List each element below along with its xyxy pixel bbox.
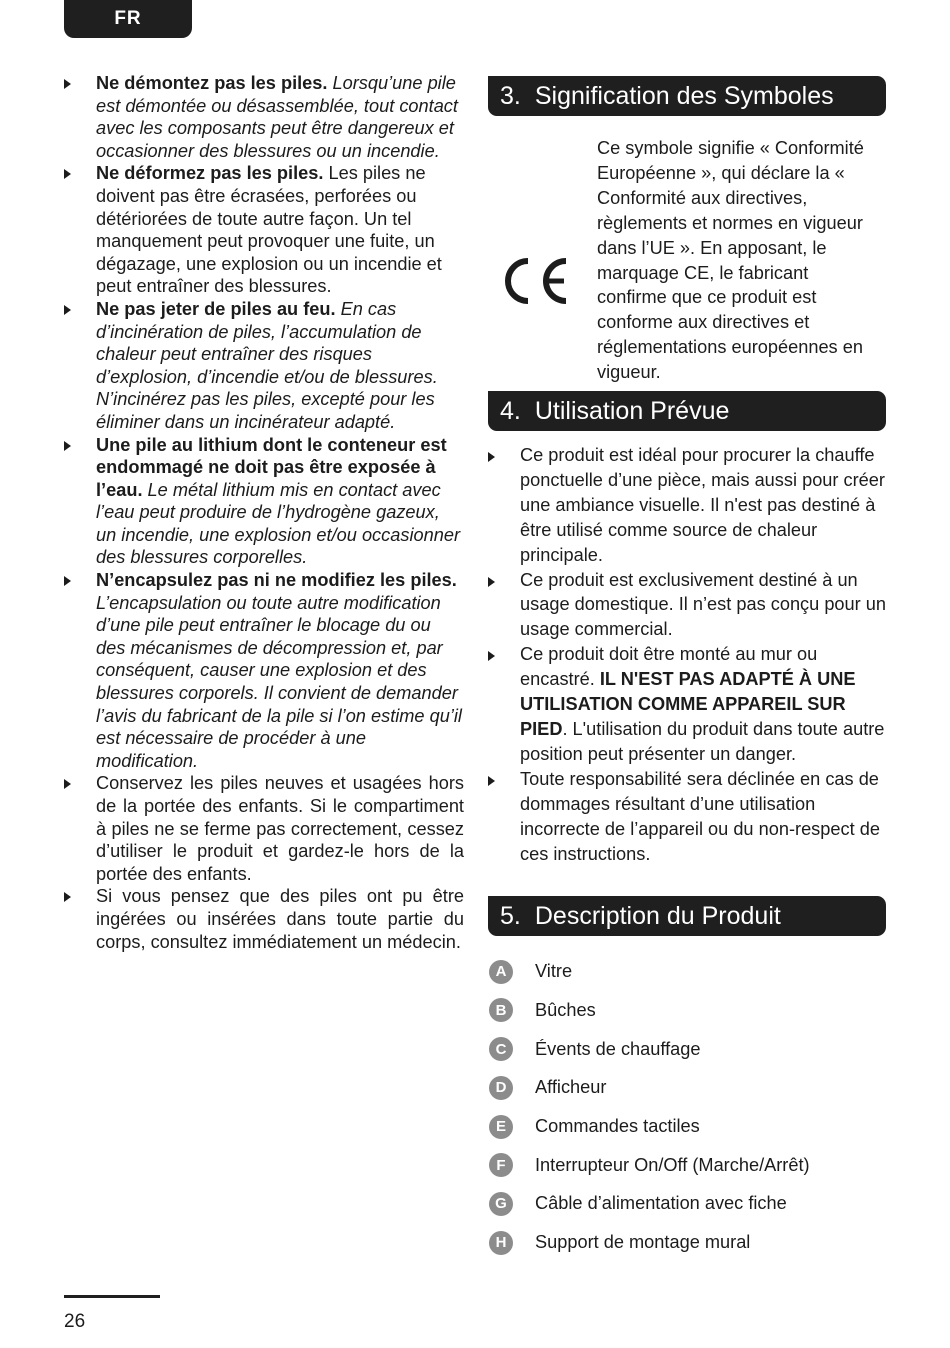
section-4-number: 4. bbox=[500, 396, 521, 425]
item-text: Si vous pensez que des piles ont pu être ingérées ou insérées dans toute partie du corps, consultez immédiatement un médecin. bbox=[96, 886, 464, 952]
bullet-icon bbox=[64, 169, 71, 179]
part-letter-badge: E bbox=[489, 1115, 513, 1139]
item-text: Toute responsabilité sera déclinée en cas de dommages résultant d’une utilisation incorrecte de l’appareil ou du non-respect de ces instructions. bbox=[520, 768, 880, 864]
section-3-header bbox=[488, 76, 886, 116]
language-label: FR bbox=[114, 8, 142, 29]
item-text: Ce produit est exclusivement destiné à un usage domestique. Il n’est pas conçu pour un usage commercial. bbox=[520, 569, 887, 640]
list-item bbox=[64, 72, 464, 162]
bullet-icon bbox=[64, 441, 71, 451]
part-row bbox=[488, 1185, 886, 1224]
safety-list bbox=[64, 72, 464, 953]
bullet-icon bbox=[64, 779, 71, 789]
list-item bbox=[64, 885, 464, 953]
part-letter-badge: G bbox=[489, 1192, 513, 1216]
list-item bbox=[64, 772, 464, 885]
section-5-header bbox=[488, 896, 886, 936]
intended-use-list bbox=[488, 443, 886, 866]
item-text: Conservez les piles neuves et usagées hors de la portée des enfants. Si le compartiment à piles ne se ferme pas correctement, cessez d’utiliser le produit et gardez-le hors de la portée des enfants. bbox=[96, 773, 464, 884]
part-name: Interrupteur On/Off (Marche/Arrêt) bbox=[535, 1154, 810, 1175]
part-name: Vitre bbox=[535, 961, 573, 982]
list-item bbox=[488, 443, 886, 568]
bullet-icon bbox=[488, 651, 495, 661]
part-row bbox=[488, 1030, 886, 1069]
product-parts-list bbox=[488, 952, 886, 1262]
item-lead: N’encapsulez pas ni ne modifiez les piles. bbox=[96, 570, 457, 591]
list-item bbox=[64, 298, 464, 434]
item-text: En cas d’incinération de piles, l’accumulation de chaleur peut entraîner des risques d’explosion, d’incendie et/ou de blessures. N’incinérez pas les piles, excepté pour les éliminer dans un incinérateur adapté. bbox=[96, 298, 438, 432]
item-text: Ce produit est idéal pour procurer la chauffe ponctuelle d’une pièce, mais aussi pour créer une ambiance visuelle. Il n'est pas destiné à être utilisé comme source de chaleur principale. bbox=[520, 445, 885, 565]
part-row bbox=[488, 952, 886, 991]
part-row bbox=[488, 1068, 886, 1107]
item-lead: Ne déformez pas les piles. bbox=[96, 163, 324, 184]
language-tab bbox=[64, 0, 192, 38]
item-text: Les piles ne doivent pas être écrasées, perforées ou détériorées de toute autre façon. Un tel manquement peut provoquer une fuite, un dégazage, une explosion ou un incendie et peut entraîner des blessures. bbox=[96, 163, 442, 297]
section-3-number: 3. bbox=[500, 81, 521, 110]
item-text-end: . L'utilisation du produit dans toute autre position peut présenter un danger. bbox=[520, 718, 885, 764]
item-lead: Ne démontez pas les piles. bbox=[96, 73, 328, 93]
part-row bbox=[488, 1146, 886, 1185]
item-text: L’encapsulation ou toute autre modification d’une pile peut entraîner le blocage du ou des mécanismes de décompression et, par conséquent, causer une explosion et des blessures corporels. Il convient de demander l’avis du fabricant de la pile si l’on estime qu’il est nécessaire de procéder à une modification. bbox=[96, 592, 462, 771]
bullet-icon bbox=[64, 892, 71, 902]
item-emphasis: IL N'EST PAS ADAPTÉ À UNE UTILISATION COMME APPAREIL SUR PIED bbox=[520, 669, 856, 739]
part-letter-badge: A bbox=[489, 960, 513, 984]
item-lead: Une pile au lithium dont le conteneur est endommagé ne doit pas être exposée à l’eau. bbox=[96, 434, 447, 500]
part-name: Support de montage mural bbox=[535, 1232, 751, 1253]
part-letter-badge: B bbox=[489, 998, 513, 1022]
part-letter-badge: D bbox=[489, 1076, 513, 1100]
list-item bbox=[64, 569, 464, 772]
section-3-title: Signification des Symboles bbox=[534, 81, 834, 110]
bullet-icon bbox=[64, 576, 71, 586]
ce-description: Ce symbole signifie « Conformité Européenne », qui déclare la « Conformité aux directives, règlements et normes en vigueur dans l’UE ». En apposant, le marquage CE, le fabricant confirme que ce produit est conforme aux directives et réglementations européennes en vigueur. bbox=[597, 138, 864, 383]
list-item bbox=[64, 434, 464, 570]
part-name: Bûches bbox=[535, 999, 596, 1020]
bullet-icon bbox=[488, 452, 495, 462]
section-5-title: Description du Produit bbox=[534, 901, 781, 930]
section-4-title: Utilisation Prévue bbox=[534, 396, 730, 425]
page-number: 26 bbox=[64, 1311, 86, 1332]
part-row bbox=[488, 991, 886, 1030]
part-name: Évents de chauffage bbox=[535, 1038, 701, 1059]
item-text: Ce produit doit être monté au mur ou encastré. bbox=[520, 644, 818, 690]
footer-divider bbox=[64, 1295, 160, 1298]
list-item bbox=[488, 642, 886, 767]
bullet-icon bbox=[488, 776, 495, 786]
section-4-header bbox=[488, 391, 886, 431]
bullet-icon bbox=[64, 305, 71, 315]
section-5-number: 5. bbox=[500, 901, 521, 930]
part-letter-badge: F bbox=[489, 1153, 513, 1177]
ce-mark-icon bbox=[502, 256, 570, 306]
item-text: Le métal lithium mis en contact avec l’eau peut produire de l’hydrogène gazeux, un incendie, une explosion et/ou occasionner des blessures corporelles. bbox=[96, 479, 461, 568]
part-letter-badge: C bbox=[489, 1037, 513, 1061]
right-column bbox=[488, 76, 886, 1262]
ce-symbol-block bbox=[488, 116, 886, 391]
bullet-icon bbox=[488, 577, 495, 587]
part-name: Câble d’alimentation avec fiche bbox=[535, 1193, 787, 1214]
part-name: Commandes tactiles bbox=[535, 1116, 700, 1136]
bullet-icon bbox=[64, 79, 71, 89]
item-lead: Ne pas jeter de piles au feu. bbox=[96, 298, 336, 319]
list-item bbox=[488, 568, 886, 643]
part-row bbox=[488, 1107, 886, 1146]
part-row bbox=[488, 1223, 886, 1262]
item-text: Lorsqu’une pile est démontée ou désassemblée, tout contact avec les composants peut être dangereux et occasionner des blessures ou un incendie. bbox=[96, 73, 458, 161]
part-letter-badge: H bbox=[489, 1231, 513, 1255]
part-name: Afficheur bbox=[535, 1077, 607, 1098]
list-item bbox=[64, 162, 464, 298]
list-item bbox=[488, 767, 886, 867]
